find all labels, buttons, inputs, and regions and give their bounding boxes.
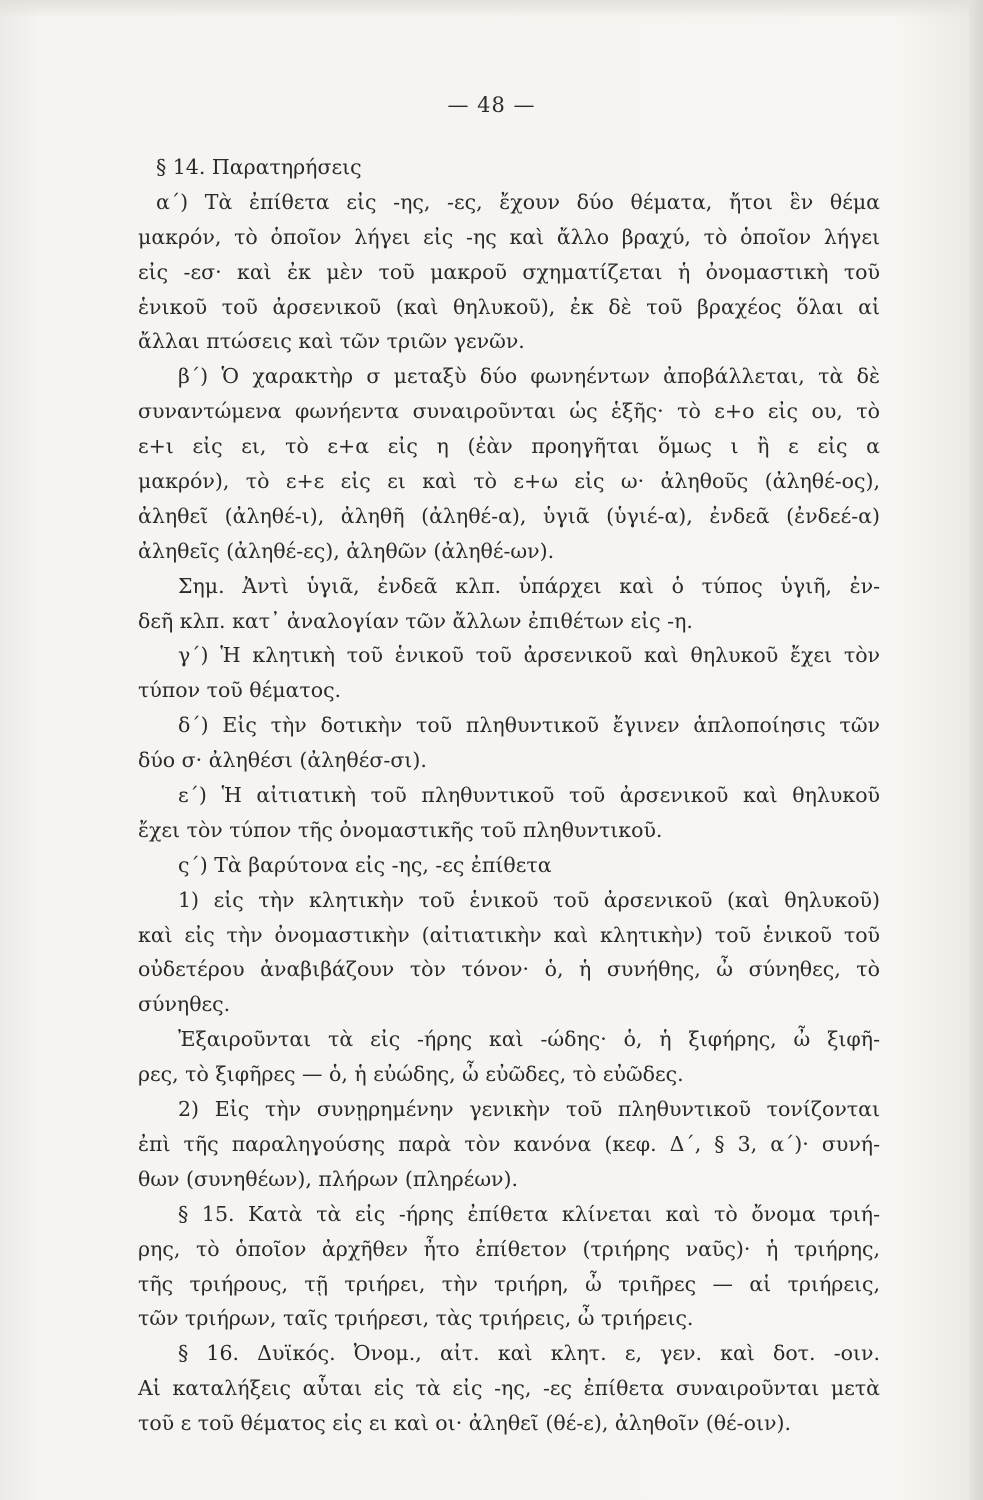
text-line: μακρόν), τὸ ε+ε εἰς ει καὶ τὸ ε+ω εἰς ω· ἀληθοῦς (ἀληθέ-ος),	[138, 469, 880, 494]
text-line: ἄλλαι πτώσεις καὶ τῶν τριῶν γενῶν.	[138, 329, 525, 354]
text-line: ς΄) Τὰ βαρύτονα εἰς -ης, -ες ἐπίθετα	[178, 852, 552, 877]
text-line: ε+ι εἰς ει, τὸ ε+α εἰς η (ἐὰν προηγῆται ὅμως ι ἢ ε εἰς α	[138, 434, 880, 459]
text-line: Ἐξαιροῦνται τὰ εἰς -ήρης καὶ -ώδης· ὁ, ἡ ξιφήρης, ὦ ξιφῆ-	[178, 1027, 880, 1052]
page-right-edge	[969, 0, 983, 1500]
text-line: μακρόν, τὸ ὁποῖον λήγει εἰς -ης καὶ ἄλλο βραχύ, τὸ ὁποῖον λήγει	[138, 224, 880, 249]
page-top-shadow	[0, 0, 983, 18]
text-line: ρες, τὸ ξιφῆρες — ὁ, ἡ εὐώδης, ὦ εὐῶδες, τὸ εὐῶδες.	[138, 1062, 684, 1087]
text-line: τοῦ ε τοῦ θέματος εἰς ει καὶ οι· ἀληθεῖ (θέ-ε), ἀληθοῖν (θέ-οιν).	[138, 1411, 791, 1436]
text-line: ἑνικοῦ τοῦ ἀρσενικοῦ (καὶ θηλυκοῦ), ἐκ δὲ τοῦ βραχέος ὅλαι αἱ	[138, 294, 880, 319]
text-line: α΄) Τὰ ἐπίθετα εἰς -ης, -ες, ἔχουν δύο θέματα, ἤτοι ἓν θέμα	[156, 189, 880, 214]
text-line: ἀληθεῖ (ἀληθέ-ι), ἀληθῆ (ἀληθέ-α), ὑγιᾶ (ὑγιέ-α), ἐνδεᾶ (ἐνδεέ-α)	[138, 503, 880, 528]
text-line: δ΄) Εἰς τὴν δοτικὴν τοῦ πληθυντικοῦ ἔγινεν ἁπλοποίησις τῶν	[178, 713, 880, 738]
text-line: γ΄) Ἡ κλητικὴ τοῦ ἑνικοῦ τοῦ ἀρσενικοῦ καὶ θηλυκοῦ ἔχει τὸν	[178, 643, 880, 668]
text-line: Αἱ καταλήξεις αὗται εἰς τὰ εἰς -ης, -ες ἐπίθετα συναιροῦνται μετὰ	[138, 1376, 880, 1401]
text-line: θων (συνηθέων), πλήρων (πληρέων).	[138, 1166, 519, 1191]
text-line: ε΄) Ἡ αἰτιατικὴ τοῦ πληθυντικοῦ τοῦ ἀρσενικοῦ καὶ θηλυκοῦ	[178, 783, 880, 808]
text-line: 1) εἰς τὴν κλητικὴν τοῦ ἑνικοῦ τοῦ ἀρσενικοῦ (καὶ θηλυκοῦ)	[178, 887, 880, 912]
text-line: σύνηθες.	[138, 992, 231, 1017]
text-line: Σημ. Ἀντὶ ὑγιᾶ, ἐνδεᾶ κλπ. ὑπάρχει καὶ ὁ τύπος ὑγιῆ, ἐν-	[178, 573, 880, 598]
text-line: ρης, τὸ ὁποῖον ἀρχῆθεν ἦτο ἐπίθετον (τριήρης ναῦς)· ἡ τριήρης,	[138, 1236, 880, 1261]
body-text	[138, 150, 880, 1441]
text-line: οὐδετέρου ἀναβιβάζουν τὸν τόνον· ὁ, ἡ συνήθης, ὦ σύνηθες, τὸ	[138, 957, 880, 982]
text-line: ἀληθεῖς (ἀληθέ-ες), ἀληθῶν (ἀληθέ-ων).	[138, 538, 555, 563]
text-line: § 15. Κατὰ τὰ εἰς -ήρης ἐπίθετα κλίνεται καὶ τὸ ὄνομα τριή-	[178, 1201, 880, 1226]
text-line: δύο σ· ἀληθέσι (ἀληθέσ-σι).	[138, 748, 427, 773]
text-line: τύπον τοῦ θέματος.	[138, 678, 342, 703]
page-number: — 48 —	[447, 93, 536, 117]
text-line: δεῆ κλπ. κατ᾽ ἀναλογίαν τῶν ἄλλων ἐπιθέτων εἰς -η.	[138, 608, 693, 633]
text-line: εἰς -εσ· καὶ ἐκ μὲν τοῦ μακροῦ σχηματίζεται ἡ ὀνομαστικὴ τοῦ	[138, 259, 880, 284]
text-line: § 14. Παρατηρήσεις	[156, 155, 362, 179]
text-line: ἐπὶ τῆς παραληγούσης παρὰ τὸν κανόνα (κεφ. Δ΄, § 3, α΄)· συνή-	[138, 1131, 880, 1156]
text-line: τῆς τριήρους, τῇ τριήρει, τὴν τριήρη, ὦ τριῆρες — αἱ τριήρεις,	[138, 1271, 880, 1296]
text-line: § 16. Δυϊκός. Ὀνομ., αἰτ. καὶ κλητ. ε, γεν. καὶ δοτ. -οιν.	[178, 1341, 880, 1366]
text-line: καὶ εἰς τὴν ὀνομαστικὴν (αἰτιατικὴν καὶ κλητικὴν) τοῦ ἑνικοῦ τοῦ	[138, 922, 880, 947]
text-line: τῶν τριήρων, ταῖς τριήρεσι, τὰς τριήρεις, ὦ τριήρεις.	[138, 1306, 694, 1331]
text-line: 2) Εἰς τὴν συνῃρημένην γενικὴν τοῦ πληθυντικοῦ τονίζονται	[178, 1097, 880, 1122]
text-line: ἔχει τὸν τύπον τῆς ὀνομαστικῆς τοῦ πληθυντικοῦ.	[138, 817, 663, 842]
text-line: συναντώμενα φωνήεντα συναιροῦνται ὡς ἑξῆς· τὸ ε+ο εἰς ου, τὸ	[138, 399, 880, 424]
text-line: β΄) Ὁ χαρακτὴρ σ μεταξὺ δύο φωνηέντων ἀποβάλλεται, τὰ δὲ	[178, 364, 880, 389]
